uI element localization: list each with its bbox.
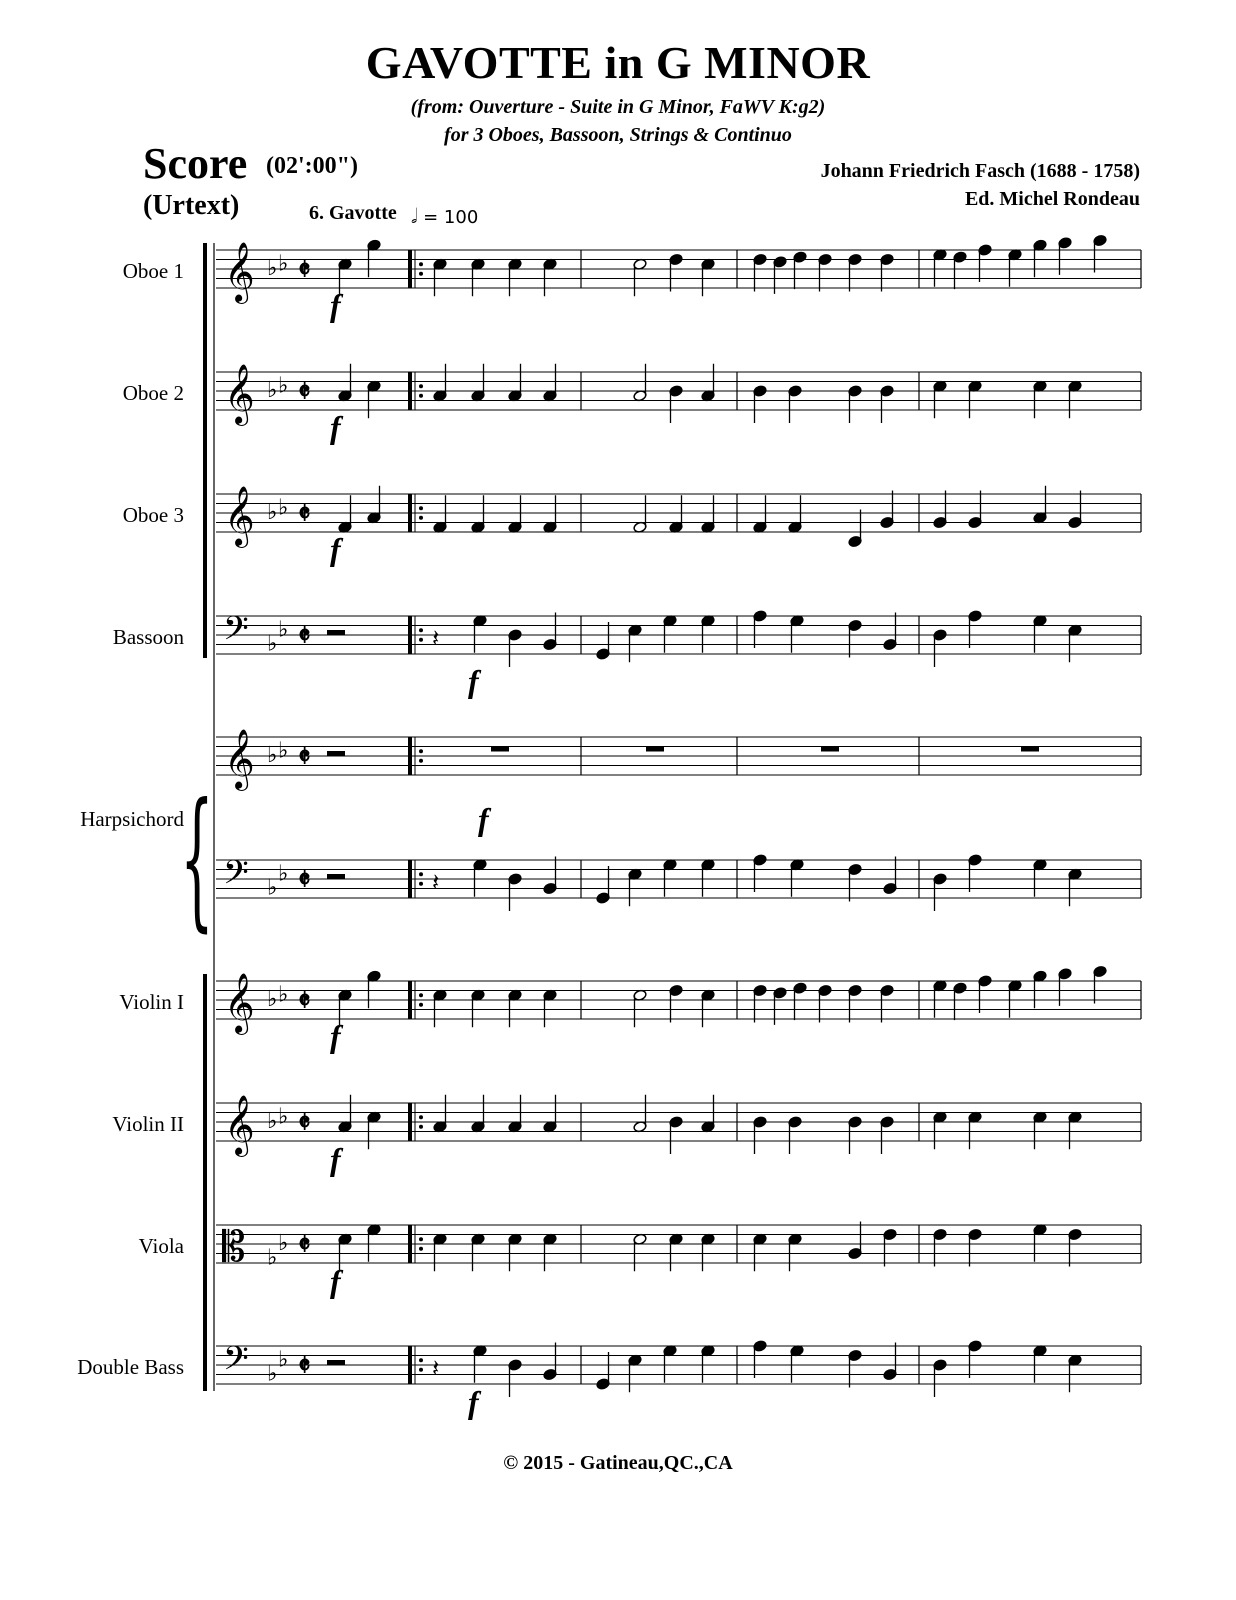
score-subtitle-source: (from: Ouverture - Suite in G Minor, FaWV K:g2) — [410, 96, 826, 118]
cut-time-icon: 𝄵 — [298, 1228, 311, 1261]
flat-icon: ♭ — [278, 1104, 289, 1130]
flat-icon: ♭ — [267, 1109, 278, 1134]
half-rest — [327, 874, 345, 879]
flat-icon: ♭ — [278, 495, 289, 521]
cut-time-icon: 𝄵 — [298, 497, 311, 530]
repeat-thick-barline — [408, 860, 412, 898]
half-note-icon: 𝅗𝅥 — [411, 204, 418, 228]
instrument-name-violin-2: Violin II — [112, 1112, 184, 1136]
flat-icon: ♭ — [267, 987, 278, 1012]
tempo-value: = 100 — [423, 207, 479, 228]
dynamic-forte: f — [330, 287, 341, 323]
bracket-strings — [203, 974, 207, 1391]
flat-icon: ♭ — [267, 631, 278, 657]
staff-system — [180, 234, 1141, 1420]
score-title: GAVOTTE in G MINOR — [365, 37, 871, 88]
quarter-rest-icon: 𝄽 — [432, 868, 440, 896]
cut-time-icon: 𝄵 — [298, 1106, 311, 1139]
whole-rest — [1021, 747, 1039, 752]
flat-icon: ♭ — [267, 875, 278, 901]
cut-time-icon: 𝄵 — [298, 984, 311, 1017]
repeat-dot — [419, 1115, 423, 1119]
half-rest — [327, 751, 345, 756]
treble-clef-icon: 𝄞 — [224, 486, 255, 546]
flat-icon: ♭ — [267, 743, 278, 768]
flat-icon: ♭ — [278, 1347, 289, 1373]
repeat-dot — [419, 394, 423, 398]
flat-icon: ♭ — [278, 251, 289, 277]
half-rest — [327, 1360, 345, 1365]
bass-clef-icon: 𝄢 — [223, 610, 249, 656]
repeat-dot — [419, 882, 423, 886]
dynamic-forte: f — [330, 531, 341, 567]
repeat-dot — [419, 384, 423, 388]
dynamic-forte: f — [330, 1018, 341, 1054]
repeat-dot — [419, 759, 423, 763]
movement-title: 6. Gavotte — [309, 202, 397, 224]
whole-rest — [821, 747, 839, 752]
cut-time-icon: 𝄵 — [298, 619, 311, 652]
alto-clef-icon: 𝄡 — [222, 1222, 246, 1271]
cut-time-icon: 𝄵 — [298, 863, 311, 896]
repeat-dot — [419, 638, 423, 642]
repeat-thick-barline — [408, 494, 412, 532]
repeat-thick-barline — [408, 981, 412, 1019]
flat-icon: ♭ — [278, 738, 289, 764]
repeat-thick-barline — [408, 1103, 412, 1141]
repeat-dot — [419, 272, 423, 276]
editor: Ed. Michel Rondeau — [964, 188, 1140, 210]
quarter-rest-icon: 𝄽 — [432, 624, 440, 652]
copyright-footer: © 2015 - Gatineau,QC.,CA — [503, 1452, 733, 1474]
repeat-dot — [419, 1125, 423, 1129]
bass-clef-icon: 𝄢 — [223, 854, 249, 900]
repeat-dot — [419, 1358, 423, 1362]
composer: Johann Friedrich Fasch (1688 - 1758) — [820, 160, 1140, 182]
repeat-dot — [419, 993, 423, 997]
cut-time-icon: 𝄵 — [298, 740, 311, 773]
flat-icon: ♭ — [278, 982, 289, 1008]
repeat-thick-barline — [408, 616, 412, 654]
treble-clef-icon: 𝄞 — [224, 242, 255, 302]
repeat-dot — [419, 262, 423, 266]
treble-clef-icon: 𝄞 — [224, 1095, 255, 1155]
instrument-name-oboe-1: Oboe 1 — [122, 259, 184, 283]
instrument-name-harpsichord: Harpsichord — [80, 807, 184, 831]
repeat-thick-barline — [408, 372, 412, 410]
repeat-thick-barline — [408, 1346, 412, 1384]
half-rest — [327, 630, 345, 635]
repeat-thick-barline — [408, 737, 412, 775]
dynamic-forte: f — [330, 409, 341, 445]
dynamic-forte: f — [468, 1384, 479, 1420]
repeat-dot — [419, 506, 423, 510]
repeat-thick-barline — [408, 1225, 412, 1263]
cut-time-icon: 𝄵 — [298, 375, 311, 408]
dynamic-forte: f — [478, 801, 489, 837]
instrument-name-oboe-3: Oboe 3 — [122, 503, 184, 527]
repeat-thick-barline — [408, 250, 412, 288]
treble-clef-icon: 𝄞 — [224, 973, 255, 1033]
flat-icon: ♭ — [267, 1361, 278, 1387]
treble-clef-icon: 𝄞 — [224, 364, 255, 424]
quarter-rest-icon: 𝄽 — [432, 1354, 440, 1382]
instrument-name-double-bass: Double Bass — [77, 1355, 184, 1379]
dynamic-forte: f — [468, 663, 479, 699]
flat-icon: ♭ — [278, 373, 289, 399]
flat-icon: ♭ — [278, 617, 289, 643]
instrument-name-viola: Viola — [138, 1234, 184, 1258]
repeat-dot — [419, 749, 423, 753]
whole-rest — [646, 747, 664, 752]
dynamic-forte: f — [330, 1141, 341, 1177]
treble-clef-icon: 𝄞 — [224, 729, 255, 789]
flat-icon: ♭ — [267, 500, 278, 525]
cut-time-icon: 𝄵 — [298, 1349, 311, 1382]
bracket-winds — [203, 243, 207, 658]
brace-icon: { — [180, 771, 214, 947]
flat-icon: ♭ — [267, 378, 278, 403]
flat-icon: ♭ — [278, 1231, 289, 1256]
flat-icon: ♭ — [278, 861, 289, 887]
repeat-dot — [419, 1368, 423, 1372]
edition-label: (Urtext) — [143, 190, 240, 221]
repeat-dot — [419, 1247, 423, 1251]
bass-clef-icon: 𝄢 — [223, 1340, 249, 1386]
score-subtitle-instrumentation: for 3 Oboes, Bassoon, Strings & Continuo — [444, 124, 792, 146]
instrument-name-bassoon: Bassoon — [112, 625, 184, 649]
repeat-dot — [419, 516, 423, 520]
repeat-dot — [419, 1237, 423, 1241]
repeat-dot — [419, 628, 423, 632]
instrument-name-oboe-2: Oboe 2 — [122, 381, 184, 405]
dynamic-forte: f — [330, 1263, 341, 1299]
cut-time-icon: 𝄵 — [298, 253, 311, 286]
duration: (02':00") — [266, 153, 358, 179]
instrument-name-violin-1: Violin I — [119, 990, 184, 1014]
repeat-dot — [419, 1003, 423, 1007]
score-label: Score — [143, 139, 248, 188]
flat-icon: ♭ — [267, 1245, 278, 1271]
repeat-dot — [419, 872, 423, 876]
flat-icon: ♭ — [267, 256, 278, 281]
whole-rest — [491, 747, 509, 752]
